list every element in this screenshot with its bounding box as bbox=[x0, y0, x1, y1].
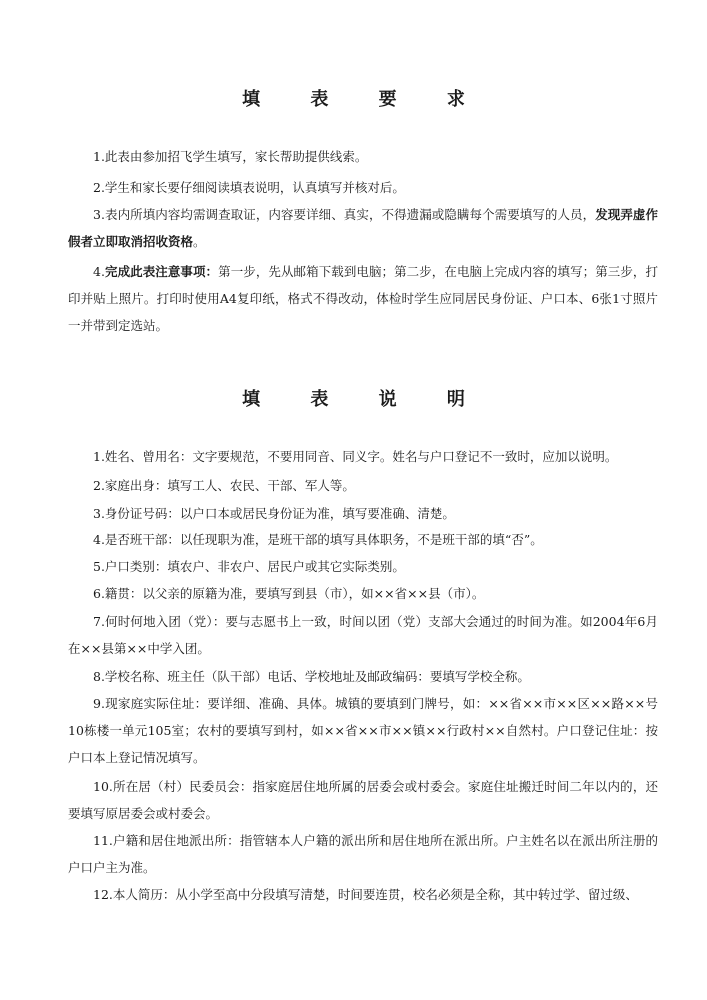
instruction-item-1: 1.姓名、曾用名：文字要规范，不要用同音、同义字。姓名与户口登记不一致时，应加以说明。 bbox=[93, 449, 618, 464]
requirement-item-4-number: 4. bbox=[93, 264, 105, 279]
requirement-item-3 bbox=[68, 201, 658, 255]
requirement-item-3-end: 。 bbox=[193, 234, 206, 249]
requirement-item-3-text: 3.表内所填内容均需调查取证，内容要详细、真实，不得遗漏或隐瞒每个需要填写的人员， bbox=[93, 207, 596, 222]
instruction-item-11: 11.户籍和居住地派出所：指管辖本人户籍的派出所和居住地所在派出所。户主姓名以在派出所注册的户口户主为准。 bbox=[68, 833, 658, 875]
requirement-item-2: 2.学生和家长要仔细阅读填表说明，认真填写并核对后。 bbox=[93, 180, 405, 195]
instruction-item-9: 9.现家庭实际住址：要详细、准确、具体。城镇的要填到门牌号，如：××省××市××区××路××号10栋楼一单元105室；农村的要填写到村，如××省××市××镇××行政村××自然村。户口登记住址：按户口本上登记情况填写。 bbox=[68, 696, 658, 765]
instruction-item-5: 5.户口类别：填农户、非农户、居民户或其它实际类别。 bbox=[93, 559, 405, 574]
instruction-item-7: 7.何时何地入团（党）：要与志愿书上一致，时间以团（党）支部大会通过的时间为准。如2004年6月在××县第××中学入团。 bbox=[68, 614, 658, 656]
requirement-item-4 bbox=[68, 258, 658, 339]
requirement-item-4-bold-text: 完成此表注意事项： bbox=[104, 264, 219, 279]
requirement-item-1: 1.此表由参加招飞学生填写，家长帮助提供线索。 bbox=[93, 149, 368, 164]
instruction-item-10: 10.所在居（村）民委员会：指家庭居住地所属的居委会或村委会。家庭住址搬迁时间二年以内的，还要填写原居委会或村委会。 bbox=[68, 779, 658, 821]
instruction-item-2: 2.家庭出身：填写工人、农民、干部、军人等。 bbox=[93, 478, 355, 493]
instruction-item-12: 12.本人简历：从小学至高中分段填写清楚，时间要连贯，校名必须是全称，其中转过学、留过级、 bbox=[93, 887, 638, 902]
instruction-item-6: 6.籍贯：以父亲的原籍为准，要填写到县（市），如××省××县（市）。 bbox=[93, 586, 485, 601]
requirement-item-3-bold-text: 发现弄虚作假者立即取消招收资格 bbox=[68, 207, 658, 249]
instruction-item-4: 4.是否班干部：以任现职为准，是班干部的填写具体职务，不是班干部的填“否”。 bbox=[93, 532, 543, 547]
requirements-title: 填 表 要 求 bbox=[242, 89, 487, 110]
requirement-item-4-text: 第一步，先从邮箱下载到电脑；第二步，在电脑上完成内容的填写；第三步，打印并贴上照片。打印时使用A4复印纸，格式不得改动，体检时学生应同居民身份证、户口本、6张1寸照片一并带到定选站。 bbox=[68, 264, 658, 333]
instruction-item-3: 3.身份证号码：以户口本或居民身份证为准，填写要准确、清楚。 bbox=[93, 506, 455, 521]
instructions-title: 填 表 说 明 bbox=[242, 389, 487, 410]
instruction-item-8: 8.学校名称、班主任（队干部）电话、学校地址及邮政编码：要填写学校全称。 bbox=[93, 669, 530, 684]
